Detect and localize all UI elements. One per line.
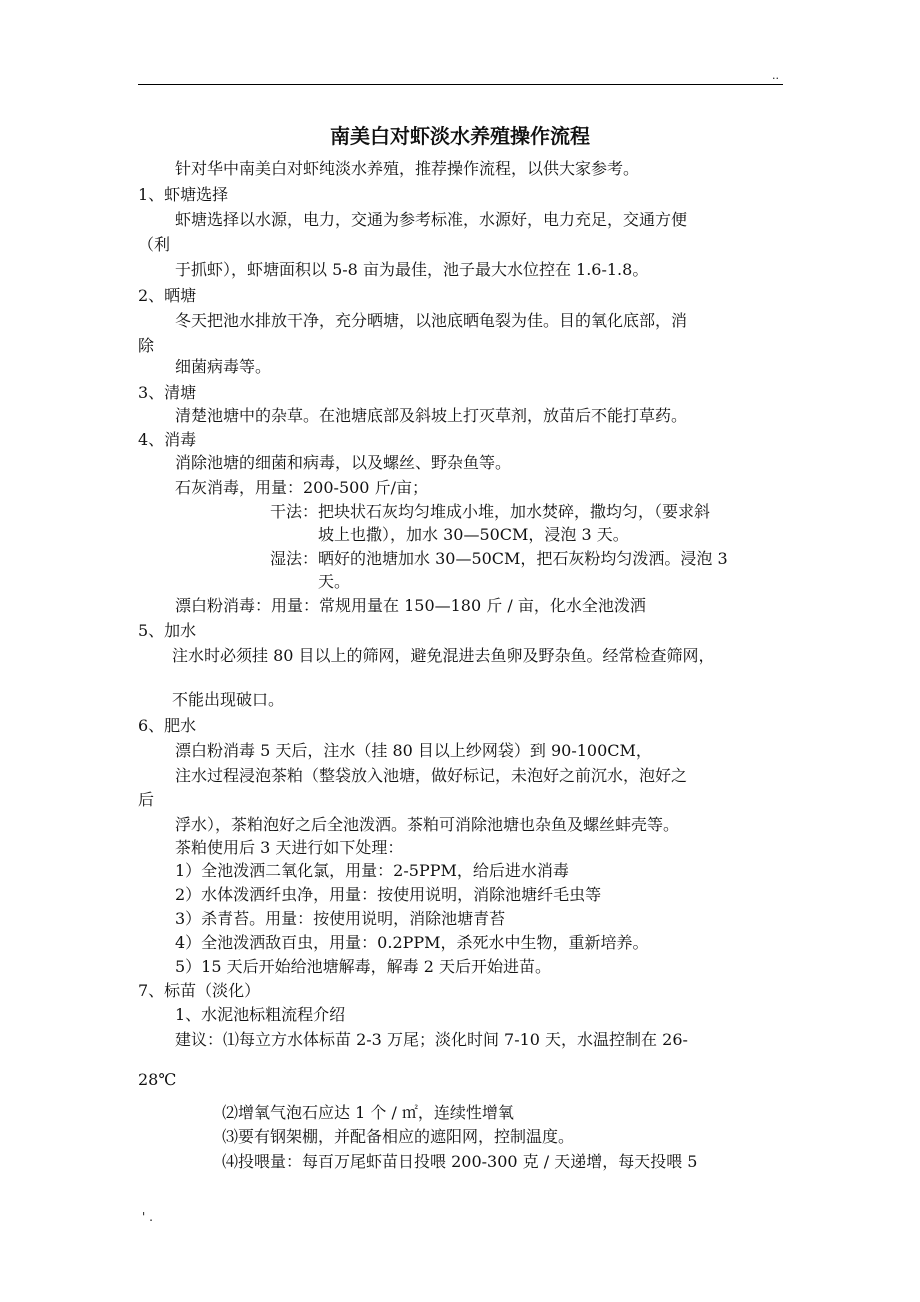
text-line: 石灰消毒，用量：200-500 斤/亩；: [175, 478, 428, 497]
text-line: 针对华中南美白对虾纯淡水养殖，推荐操作流程，以供大家参考。: [175, 159, 640, 178]
section-heading: 7、标苗（淡化）: [138, 981, 261, 1000]
list-item: 4）全池泼洒敌百虫，用量：0.2PPM，杀死水中生物，重新培养。: [175, 933, 649, 952]
section-heading: 3、清塘: [138, 383, 197, 402]
text-line: 不能出现破口。: [172, 690, 285, 709]
text-line: 虾塘选择以水源，电力，交通为参考标准，水源好，电力充足，交通方便: [175, 210, 688, 229]
text-line: （利: [138, 235, 171, 254]
document-title: 南美白对虾淡水养殖操作流程: [330, 124, 590, 148]
list-item: ⑷投喂量：每百万尾虾苗日投喂 200-300 克 / 天递增，每天投喂 5: [222, 1152, 698, 1171]
text-line: 消除池塘的细菌和病毒，以及螺丝、野杂鱼等。: [175, 453, 512, 472]
section-heading: 6、肥水: [138, 716, 197, 735]
text-line: 除: [138, 336, 155, 355]
header-rule: [138, 84, 783, 85]
text-line: 28℃: [138, 1070, 177, 1089]
text-line: 干法：把块状石灰均匀堆成小堆，加水焚碎，撒均匀，（要求斜: [270, 502, 711, 521]
text-line: 建议：⑴每立方水体标苗 2-3 万尾；淡化时间 7-10 天，水温控制在 26-: [175, 1030, 688, 1049]
list-item: 1）全池泼洒二氧化氯，用量：2-5PPM，给后进水消毒: [175, 861, 569, 880]
text-line: 坡上也撒），加水 30—50CM，浸泡 3 天。: [318, 525, 629, 544]
footer-mark: ' .: [142, 1210, 153, 1224]
text-line: 注水时必须挂 80 目以上的筛网，避免混进去鱼卵及野杂鱼。经常检查筛网，: [172, 646, 715, 665]
list-item: 5）15 天后开始给池塘解毒，解毒 2 天后开始进苗。: [175, 957, 551, 976]
text-line: 细菌病毒等。: [175, 357, 272, 376]
text-line: 漂白粉消毒：用量：常规用量在 150—180 斤 / 亩，化水全池泼洒: [175, 596, 646, 615]
text-line: 浮水），茶粕泡好之后全池泼洒。茶粕可消除池塘也杂鱼及螺丝蚌壳等。: [175, 815, 680, 834]
text-line: 漂白粉消毒 5 天后，注水（挂 80 目以上纱网袋）到 90-100CM，: [175, 741, 652, 760]
list-item: 2）水体泼洒纤虫净，用量：按使用说明，消除池塘纤毛虫等: [175, 885, 602, 904]
text-line: 于抓虾），虾塘面积以 5-8 亩为最佳，池子最大水位控在 1.6-1.8。: [175, 260, 649, 279]
header-dots: ..: [772, 69, 779, 82]
text-line: 后: [138, 790, 155, 809]
section-heading: 1、虾塘选择: [138, 185, 229, 204]
section-heading: 4、消毒: [138, 430, 197, 449]
text-line: 清楚池塘中的杂草。在池塘底部及斜坡上打灭草剂，放苗后不能打草药。: [175, 406, 688, 425]
section-heading: 2、晒塘: [138, 286, 197, 305]
subsection-heading: 1、水泥池标粗流程介绍: [175, 1005, 346, 1024]
text-line: 茶粕使用后 3 天进行如下处理：: [175, 838, 404, 857]
text-line: 注水过程浸泡茶粕（整袋放入池塘，做好标记，未泡好之前沉水，泡好之: [175, 766, 688, 785]
text-line: 湿法：晒好的池塘加水 30—50CM，把石灰粉均匀泼洒。浸泡 3: [270, 549, 728, 568]
list-item: ⑵增氧气泡石应达 1 个 / ㎡，连续性增氧: [222, 1103, 514, 1122]
text-line: 天。: [318, 572, 351, 591]
list-item: ⑶要有钢架棚，并配备相应的遮阳网，控制温度。: [222, 1127, 575, 1146]
list-item: 3）杀青苔。用量：按使用说明，消除池塘青苔: [175, 909, 506, 928]
section-heading: 5、加水: [138, 621, 197, 640]
text-line: 冬天把池水排放干净，充分晒塘，以池底晒龟裂为佳。目的氧化底部，消: [175, 311, 688, 330]
